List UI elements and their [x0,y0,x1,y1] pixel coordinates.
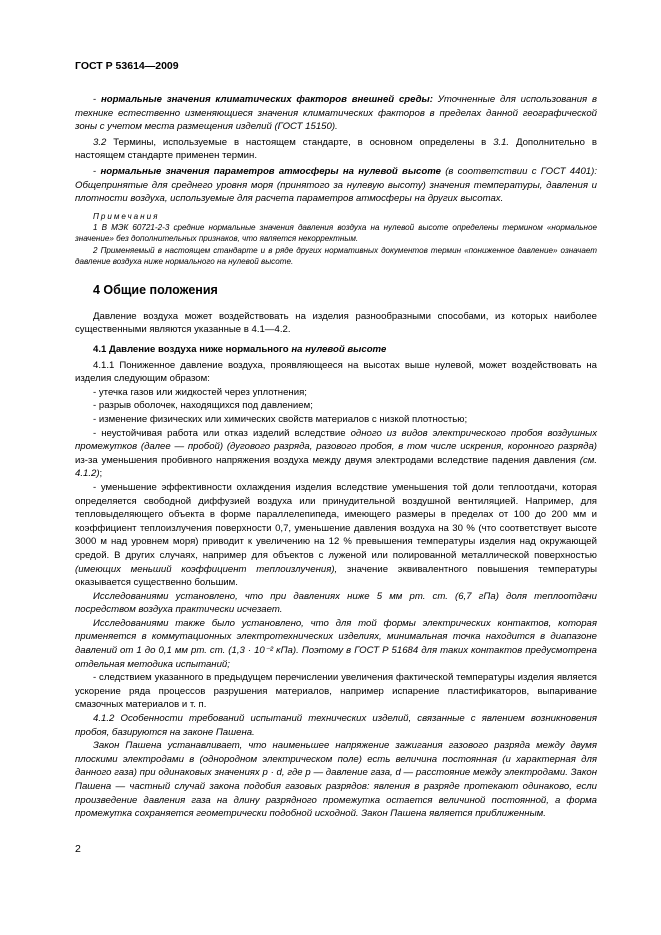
term-1: нормальные значения климатических факторов внешней среды: [101,94,433,105]
page-body [75,93,597,821]
clause-text: Термины, используемые в настоящем стандарте, в основном определены в [113,136,487,148]
research-paragraph-2: Исследованиями также было установлено, что для той формы электрических контактов, которая применяется в коммутационных электротехнических изделиях, минимальная точка находится в диапазоне давлений от 1 до 0,1 мм рт. ст. (1,3 · 10⁻² кПа). Поэтому в ГОСТ Р 51684 для таких контактов предусмотрена отдельная методика испытаний; [75,617,597,670]
clause-ref: 3.1. [493,136,510,148]
page-number: 2 [75,843,81,855]
list-item-text-2: значение эквивалентного повышения температуры оказывается существенно большим. [75,563,597,589]
list-item: - изменение физических или химических свойств материалов с низкой плотностью; [93,413,468,425]
paschen-law-paragraph: Закон Пашена устанавливает, что наименьшее напряжение зажигания газового разряда между двумя плоскими электродами в (однородном электрическом поле) есть величина постоянная (и характерная для данного газа) при одинаковых значениях p · d, где p — давление газа, d — расстояние между электродами. Закон Пашена — частный случай закона подобия газовых разрядов: явления в разряде протекают одинаково, если произведение давления газа на длину разрядного промежутка остается величиной постоянной, а форма промежутка сохраняется геометрически подобной исходной. Закон Пашена является приближенным. [75,740,597,820]
term-2: нормальные значения параметров атмосферы на нулевой высоте [100,165,441,177]
section-4-intro: Давление воздуха может воздействовать на изделия разнообразными способами, из которых наиболее существенными являются указанные в 4.1—4.2. [75,310,597,336]
subsection-4-1-heading [75,343,597,357]
list-item-text: - неустойчивая работа или отказ изделий вследствие [93,427,346,439]
paragraph-4-1-2: 4.1.2 Особенности требований испытаний технических изделий, связанные с явлением возникновения пробоя, базируются на законе Пашена. [75,713,597,738]
list-item-italic: одного из видов электрического пробоя воздушных промежутков (далее — пробой) (дугового разряда, разового пробоя, в том числе искрения, коронного разряда) [75,427,598,453]
list-item-ref: (см. 4.1.2) [75,454,597,480]
list-item-text-2: из-за уменьшения пробивного напряжения воздуха между двумя электродами вследствие падения давления [75,454,576,466]
section-4-heading: 4 Общие положения [93,283,218,298]
clause-number: 3.2 [93,136,107,148]
list-item-text: - уменьшение эффективности охлаждения изделия вследствие уменьшения той доли теплоотдачи, которая определяется свободной диффузией воздуха или принудительной воздушной вентиляцией. Например, для тепловыделяющего объекта в форме параллелепипеда, имеющего размеры в пределах от 100 до 200 мм и коэффициент теплоизлучения поверхности 0,7, уменьшение давления воздуха на 30 % (что соответствует высоте 3000 м над уровнем моря) приводит к увеличению на 12 % превышения температуры изделия над окружающей средой. В других случаях, например для объектов с луженой или полированной металлической поверхностью [75,481,597,561]
subsection-4-1-title-italic: на нулевой высоте [291,344,387,356]
term-2-definition: (в соответствии с ГОСТ 4401): Общепринятые для среднего уровня моря (принятого за нулевую высоту) значения температуры, давления и плотности воздуха, используемые для расчета параметров атмосферы на других высотах. [75,165,597,205]
research-paragraph-1: Исследованиями установлено, что при давлениях ниже 5 мм рт. ст. (6,7 гПа) доля теплоотдачи посредством воздуха практически исчезает. [75,590,597,616]
list-item-italic: (имеющих меньший коэффициент теплоизлучения), [75,563,338,575]
clause-text-2: Дополнительно в настоящем стандарте применен термин. [75,136,597,162]
paragraph-3-2 [75,136,597,163]
list-item [75,481,597,590]
paragraph-4-1-1: 4.1.1 Пониженное давление воздуха, проявляющееся на высотах выше нулевой, может воздействовать на изделия следующим образом: [75,359,597,385]
list-item [75,427,597,481]
term-paragraph-2: - нормальные значения параметров атмосферы на нулевой высоте (в соответствии с ГОСТ 4401): Общепринятые для среднего уровня моря (принятого за нулевую высоту) значения температуры, давления и плотности воздуха, используемые для расчета параметров атмосферы на других высотах. [75,165,597,205]
subsection-4-1-title: 4.1 Давление воздуха ниже нормального [93,344,289,356]
list-item: - разрыв оболочек, находящихся под давлением; [93,400,313,412]
page-header: ГОСТ Р 53614—2009 [75,60,179,72]
note-1: 1 В МЭК 60721-2-3 средние нормальные значения давления воздуха на нулевой высоте определены термином «нормальное значение» без дополнительных признаков, что является некорректным. [75,223,597,244]
list-item-end: ; [99,468,103,480]
list-item: - следствием указанного в предыдущем перечислении увеличения фактической температуры изделия является ускорение ряда процессов разрушения материалов, например испарение пластификаторов, выпаривание смазочных материалов и т. п. [75,672,597,711]
term-1-definition: Уточненные для использования в технике естественно изменяющиеся значения климатических факторов в пределах данной географической зоны с учетом места размещения изделий (ГОСТ 15150). [75,94,597,133]
note-2: 2 Применяемый в настоящем стандарте и в ряде других нормативных документов термин «пониженное давление» означает давление воздуха ниже нормального на нулевой высоте. [75,245,597,266]
notes-heading: Примечания [93,211,160,221]
term-paragraph-1: - нормальные значения климатических факторов внешней среды: Уточненные для использования в технике естественно изменяющиеся значения климатических факторов в пределах данной географической зоны с учетом места размещения изделий (ГОСТ 15150). [75,94,597,133]
list-item: - утечка газов или жидкостей через уплотнения; [93,386,307,398]
